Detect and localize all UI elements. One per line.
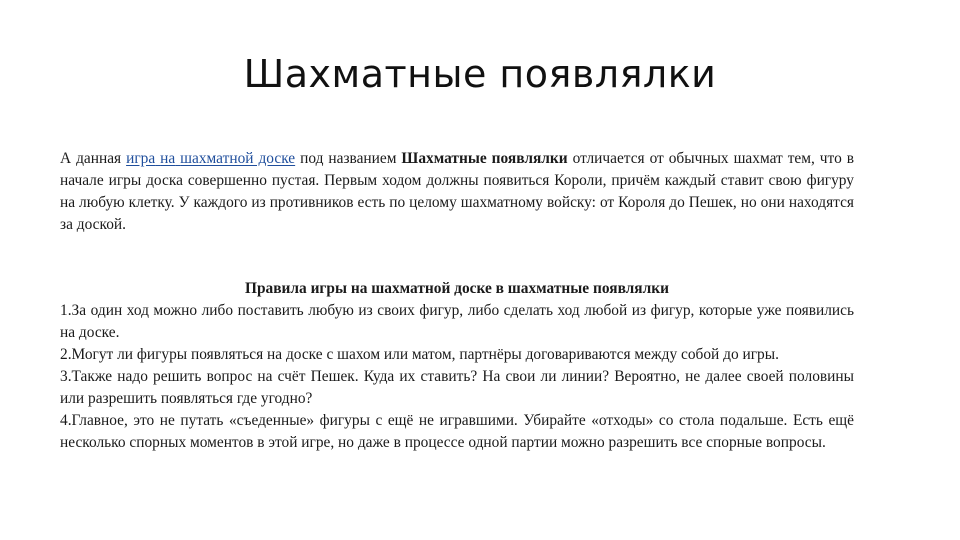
slide-title: Шахматные появлялки (243, 52, 717, 96)
rules-section (60, 278, 854, 454)
intro-middle: под названием (295, 150, 402, 167)
rules-heading: Правила игры на шахматной доске в шахматные появлялки (244, 280, 670, 297)
link-on[interactable]: на (160, 150, 176, 167)
link-game[interactable]: игра (126, 150, 156, 167)
rule-item-2: 2.Могут ли фигуры появляться на доске с шахом или матом, партнёры договариваются между собой до игры. (60, 346, 779, 363)
intro-game-name: Шахматные появлялки (401, 150, 568, 167)
link-chessboard[interactable]: шахматной доске (180, 150, 296, 167)
intro-paragraph (60, 148, 854, 236)
rule-item-3: 3.Также надо решить вопрос на счёт Пешек. Куда их ставить? На свои ли линии? Вероятно, не далее своей половины или разрешить появляться где угодно? (60, 368, 854, 407)
intro-prefix: А данная (60, 150, 127, 167)
rule-item-1: 1.За один ход можно либо поставить любую из своих фигур, либо сделать ход любой из фигур, которые уже появились на доске. (60, 302, 854, 341)
intro-rest: отличается от обычных шахмат тем, что в начале игры доска совершенно пустая. Первым ходом должны появиться Короли, причём каждый ставит свою фигуру на любую клетку. У каждого из противников есть по целому шахматному войску: от Короля до Пешек, но они находятся за доской. (60, 150, 854, 233)
rule-item-4: 4.Главное, это не путать «съеденные» фигуры с ещё не игравшими. Убирайте «отходы» со стола подальше. Есть ещё несколько спорных моментов в этой игре, но даже в процессе одной партии можно разрешить все спорные вопросы. (60, 412, 854, 451)
